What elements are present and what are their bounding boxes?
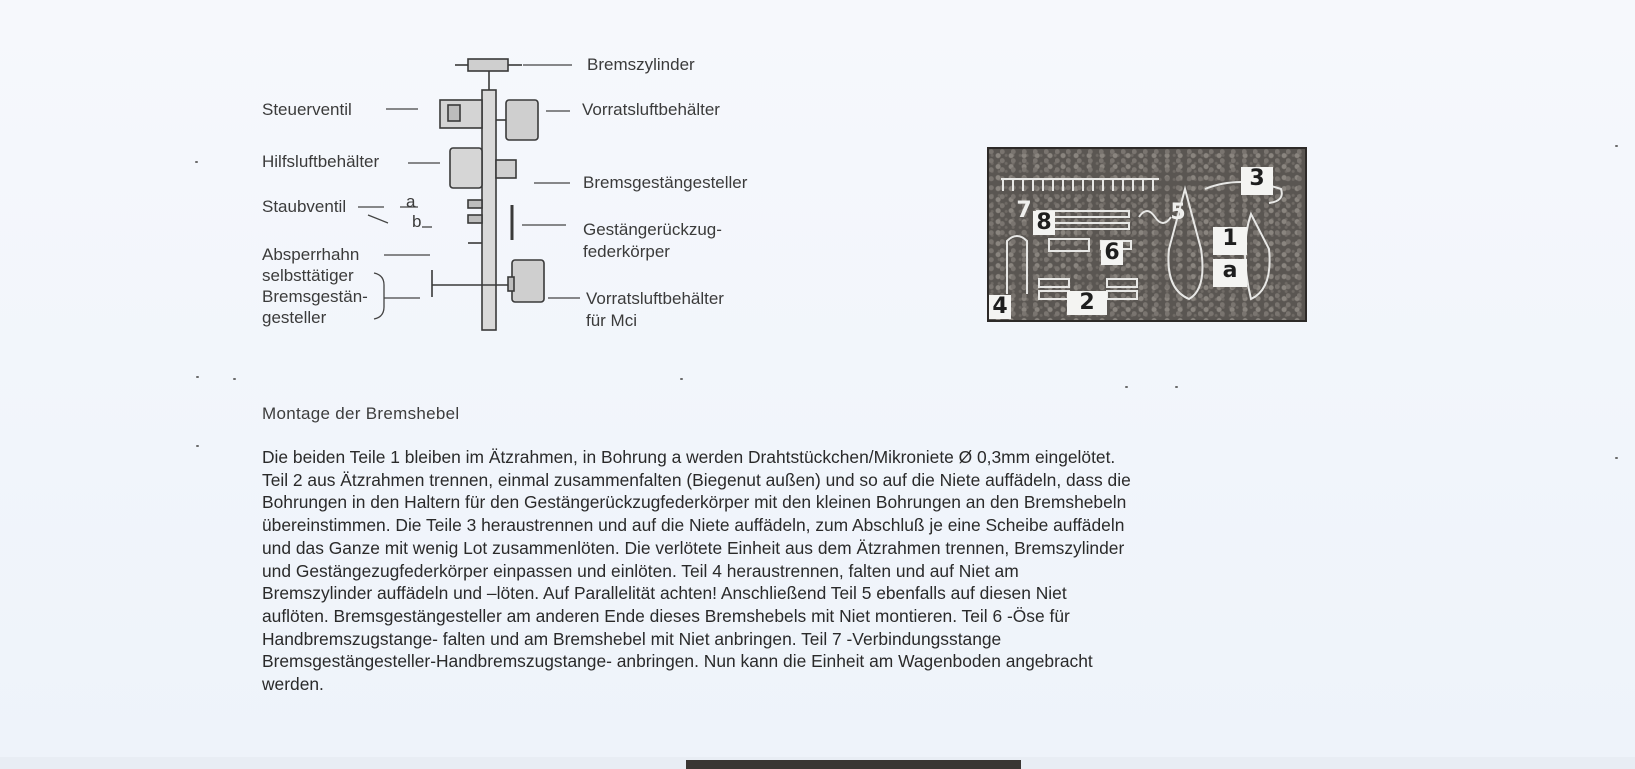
paragraph-line: Teil 2 aus Ätzrahmen trennen, einmal zusammenfalten (Biegenut außen) und so auf die Niete auffädeln, dass die bbox=[262, 469, 1131, 490]
label-gestangeruckzug-1: Gestängerückzug- bbox=[583, 220, 722, 239]
paragraph-line: übereinstimmen. Die Teile 3 heraustrennen und auf die Niete auffädeln, zum Abschluß je eine Scheibe auffädeln bbox=[262, 515, 1125, 536]
label-staubventil-b: b bbox=[412, 212, 422, 231]
part-tag-7: 7 bbox=[1016, 198, 1032, 223]
part-tag-8: 8 bbox=[1033, 211, 1055, 235]
label-vorrat-mci-1: Vorratsluftbehälter bbox=[586, 289, 724, 308]
label-staubventil: Staubventil bbox=[262, 197, 347, 216]
paragraph-line: und Gestängezugfederkörper einpassen und einlöten. Teil 4 heraustrennen, falten und auf Niet am bbox=[262, 560, 1019, 581]
part-tag-5: 5 bbox=[1170, 200, 1186, 225]
scan-speck bbox=[196, 376, 199, 378]
scan-speck bbox=[1175, 386, 1178, 388]
scan-speck bbox=[233, 378, 236, 380]
label-staubventil-a: a bbox=[406, 192, 416, 211]
label-selbsttatiger-3: gesteller bbox=[262, 308, 327, 327]
label-hilfsluftbehalter: Hilfsluftbehälter bbox=[262, 152, 380, 171]
etched-parts-sheet bbox=[987, 147, 1307, 322]
part-tag-4: 4 bbox=[989, 295, 1011, 319]
scan-speck bbox=[195, 161, 198, 163]
instructions-paragraph bbox=[262, 446, 1342, 696]
paragraph-line: und das Ganze mit wenig Lot zusammenlöten. Die verlötete Einheit aus dem Ätzrahmen trennen, Bremszylinder bbox=[262, 537, 1125, 558]
label-selbsttatiger-2: Bremsgestän- bbox=[262, 287, 368, 306]
label-vorrat-mci-2: für Mci bbox=[586, 311, 637, 330]
paragraph-line: Die beiden Teile 1 bleiben im Ätzrahmen, in Bohrung a werden Drahtstückchen/Mikroniete Ø 0,3mm eingelötet. bbox=[262, 447, 1116, 467]
scan-speck bbox=[1615, 145, 1618, 147]
scan-speck bbox=[196, 445, 199, 447]
part-tag-a: a bbox=[1213, 259, 1247, 287]
label-bremszylinder: Bremszylinder bbox=[587, 55, 695, 74]
paragraph-line: auflöten. Bremsgestängesteller am anderen Ende dieses Bremshebels mit Niet montieren. Teil 6 -Öse für bbox=[262, 605, 1070, 626]
label-bremsgestangesteller: Bremsgestängesteller bbox=[583, 173, 748, 192]
scan-background-strip bbox=[686, 760, 1021, 769]
label-absperrhahn: Absperrhahn bbox=[262, 245, 360, 264]
paragraph-line: Bremsgestängesteller-Handbremszugstange- anbringen. Nun kann die Einheit am Wagenboden angebracht bbox=[262, 651, 1093, 672]
scan-speck bbox=[1615, 457, 1618, 459]
paragraph-line: Handbremszugstange- falten und am Bremshebel mit Niet anbringen. Teil 7 -Verbindungsstange bbox=[262, 628, 1002, 649]
label-vorratsluftbehalter: Vorratsluftbehälter bbox=[582, 100, 720, 119]
scan-speck bbox=[680, 378, 683, 380]
section-heading: Montage der Bremshebel bbox=[262, 404, 460, 423]
part-tag-6: 6 bbox=[1101, 241, 1123, 265]
paragraph-line: Bohrungen in den Haltern für den Gestängerückzugfederkörper mit den kleinen Bohrungen an den Bremshebeln bbox=[262, 492, 1127, 513]
brake-system-diagram bbox=[250, 45, 790, 345]
paragraph-line: Bremszylinder auffädeln und –löten. Auf Parallelität achten! Anschließend Teil 5 ebenfalls auf diesen Niet bbox=[262, 583, 1067, 604]
part-tag-3: 3 bbox=[1241, 167, 1273, 195]
label-gestangeruckzug-2: federkörper bbox=[583, 242, 670, 261]
scan-speck bbox=[1125, 386, 1128, 388]
label-selbsttatiger-1: selbsttätiger bbox=[262, 266, 354, 285]
part-tag-1: 1 bbox=[1213, 227, 1247, 255]
paragraph-line: werden. bbox=[262, 674, 324, 695]
label-steuerventil: Steuerventil bbox=[262, 100, 352, 119]
part-tag-2: 2 bbox=[1067, 291, 1107, 315]
